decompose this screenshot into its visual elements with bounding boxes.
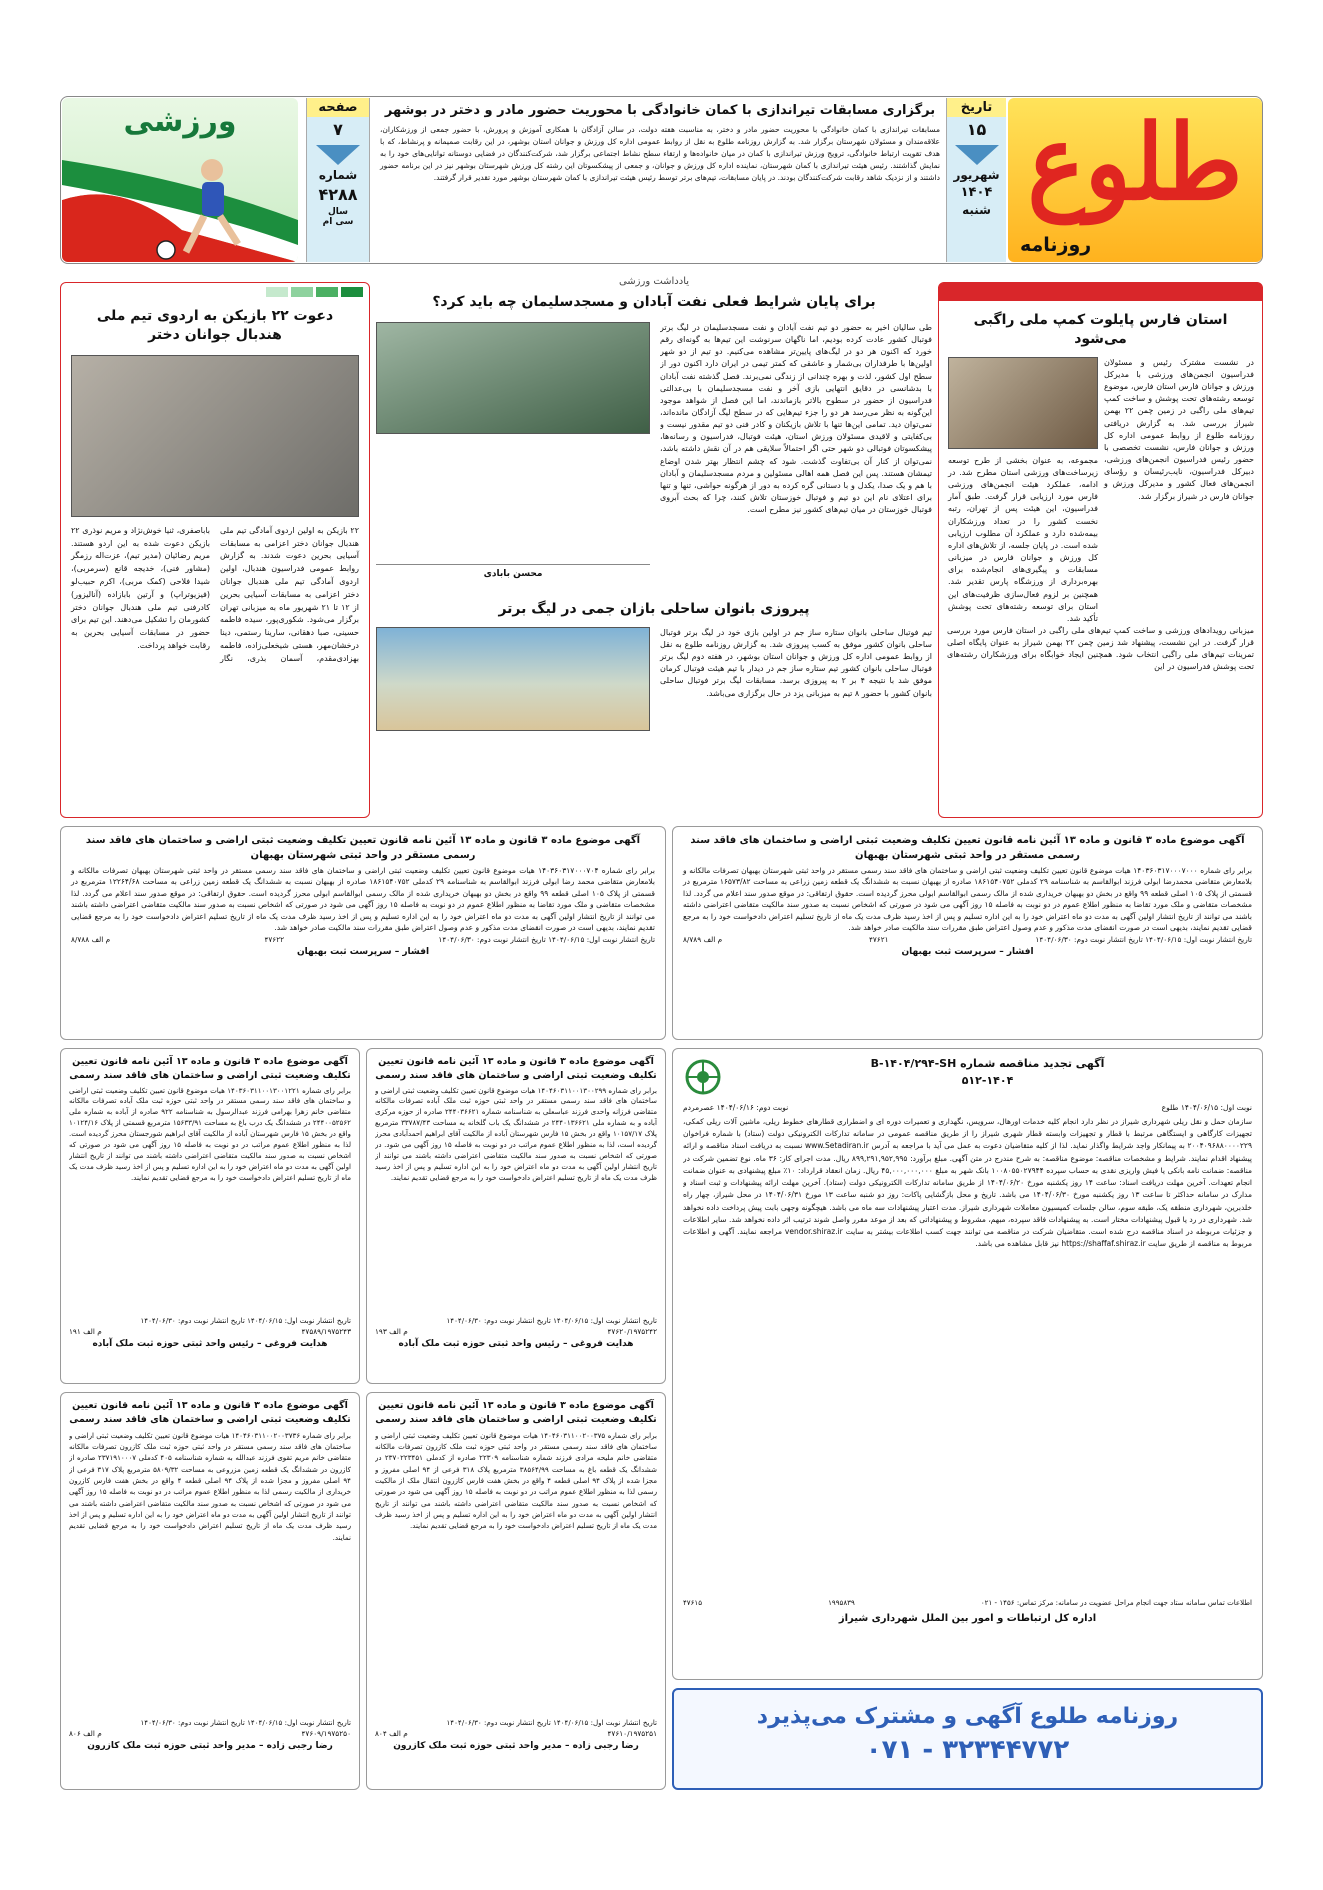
- notice-dates: تاریخ انتشار نوبت اول: ۱۴۰۴/۰۶/۱۵ تاریخ انتشار نوبت دوم: ۱۴۰۴/۰۶/۳۰: [438, 935, 655, 945]
- logo-subtitle: روزنامه: [1020, 234, 1092, 256]
- issue-number: ۴۲۸۸: [318, 185, 358, 204]
- notice-dates: تاریخ انتشار نوبت اول: ۱۴۰۴/۰۶/۱۵ تاریخ انتشار نوبت دوم: ۱۴۰۴/۰۶/۳۰: [140, 1315, 351, 1325]
- notice-ref: م الف ۱۹۱: [69, 1326, 102, 1336]
- beach-soccer-team-photo: [376, 627, 650, 731]
- notice-ref: م الف ۱۹۳: [375, 1326, 408, 1336]
- shiraz-municipality-logo-icon: [683, 1057, 723, 1097]
- notice-code: ۴۷۶۰۹/۱۹۷۵۲۵۰: [301, 1728, 351, 1738]
- section-title: ورزشی: [123, 104, 237, 139]
- rugby-article-box: [938, 282, 1263, 818]
- tender-code-1: ۱۹۹۵۸۳۹: [828, 1598, 855, 1607]
- page-arrow-icon: [316, 145, 360, 165]
- notice-body: برابر رای شماره ۱۴۰۳۶۰۳۱۱۰۰۱۳۰۰۱۲۲۱ هیات موضوع قانون تعیین تکلیف وضعیت ثبتی اراضی و ساختمان های فاقد سند رسمی مستقر در واحد ثبتی حوزه ثبت ملک آباده تصرفات مالکانه متقاضی خانم زهرا بهرامی فرزند عبدالرسول به شناسنامه ۹۲۲ صادره از آباده به شماره ملی ۲۴۴۰۰۵۲۵۶۲ در ششدانگ یک درب باغ به مساحت ۱۵۶۳۳/۹۱ مترمربع قسمتی از پلاک ۱۰۱۲۴/۱۶ واقع در بخش ۱۵ فارس شهرستان آباده از مالکیت آقای ابراهیم شورجستان محرز گردیده است. لذا به منظور اطلاع عموم مراتب در دو نوبت به فاصله ۱۵ روز آگهی می شود در صورتی که اشخاص نسبت به صدور سند مالکیت متقاضی اعتراضی داشته باشند می توانند از تاریخ انتشار اولین آگهی به مدت دو ماه اعتراض خود را به این اداره تسلیم و پس از اخذ رسید ظرف مدت یک ماه از تاریخ تسلیم اعتراض دادخواست خود را به مرجع قضایی تقدیم نمایند.: [69, 1085, 351, 1183]
- notice-ref: م الف ۸۰۴: [375, 1728, 408, 1738]
- tender-dates-row: [683, 1103, 1252, 1112]
- lead-body: مسابقات تیراندازی با کمان خانوادگی با محوریت حضور مادر و دختر، به مناسبت هفته دولت، در سالن آزادگان با همکاری آموزش و پرورش، با حضور جمعی از ورزشکاران، علاقه‌مندان و مسئولان شهرستان برگزار شد. به گزارش روزنامه طلوع به نقل از روابط عمومی اداره کل ورزش و جوانان استان بوشهر، در این رقابت صمیمانه و پرنشاط، که با هدف تقویت ارتباط خانوادگی، ترویج ورزش تیراندازی با کمان در میان خانواده‌ها و ارتقاء سطح نشاط اجتماعی برگزار شد، شرکت‌کنندگان در فضایی دوستانه توانایی‌های خود را به نمایش گذاشتند. رئیس هیئت تیراندازی با کمان شهرستان، نماینده اداره کل ورزش و جوانان، و جمعی از پیشکسوتان این رشته کل ورزش شهرستان بوشهر نیز در این برنامه حضور داشتند و از نزدیک شاهد رقابت شرکت‌کنندگان بودند. در پایان مسابقات، تیم‌های برتر توسط رئیس هیئت تیراندازی با کمان شهرستان بوشهر مورد تقدیر قرار گرفتند.: [380, 124, 940, 183]
- notice-kazerun-1: [366, 1392, 666, 1790]
- notice-dates-row: [683, 935, 1252, 944]
- notice-dates-row: [71, 935, 655, 944]
- notice-ref: م الف ۸/۷۸۹: [683, 935, 723, 945]
- logo-text: طلوع: [1027, 101, 1243, 224]
- rugby-body-part1: در نشست مشترک رئیس و مسئولان فدراسیون انجمن‌های ورزشی با مدیرکل ورزش و جوانان فارس استان فارس، موضوع توسعه رشته‌های تحت پوشش و ساخت کمپ تیم‌های ملی راگبی در زمین چمن ۲۲ بهمن شیراز بررسی شد. به گزارش دریافتی روزنامه طلوع از روابط عمومی اداره کل ورزش و جوانان فارس، نشست تخصصی با حضور رئیس فدراسیون انجمن‌های ورزشی، دبیرکل فدراسیون، نایب‌رئیسان و رؤسای انجمن‌های فعال کشور و مدیرکل ورزش و جوانان فارس در شیراز برگزار شد.: [1104, 357, 1254, 501]
- tender-signature: اداره کل ارتباطات و امور بین الملل شهرداری شیراز: [838, 1613, 1097, 1624]
- date-arrow-icon: [955, 145, 999, 165]
- notice-title: آگهی موضوع ماده ۳ قانون و ماده ۱۳ آئین نامه قانون تعیین تکلیف وضعیت ثبتی اراضی و ساختمان های فاقد سند رسمی مستقر در واحد ثبتی شهرستان بهبهان: [690, 835, 1245, 861]
- editorial-title: برای پایان شرایط فعلی نفت آبادان و مسجدسلیمان چه باید کرد؟: [432, 294, 876, 310]
- lead-title: برگزاری مسابقات تیراندازی با کمان خانوادگی با محوریت حضور مادر و دختر در بوشهر: [384, 103, 936, 118]
- notice-code: ۴۷۶۲۰/۱۹۷۵۲۴۲: [607, 1326, 657, 1336]
- notice-abadeh-2: [60, 1048, 360, 1384]
- divider: [376, 564, 650, 565]
- year-value: سی ام: [322, 217, 354, 227]
- color-strip: [61, 283, 369, 301]
- notice-body: برابر رای شماره ۱۴۰۳۶۰۳۱۷۰۰۰۷۰۴ هیات موضوع قانون تعیین تکلیف وضعیت ثبتی اراضی و ساختمان های فاقد سند رسمی مستقر در واحد ثبتی شهرستان بهبهان تصرفات مالکانه و بلامعارض متقاضی محمد رضا ابولی فرزند ابوالقاسم به شناسنامه ۲۹ کدملی ۱۸۶۱۵۴۰۷۵۲ صادره از بهبهان نسبت به ششدانگ یک قطعه زمین زراعی به مساحت ۱۲۲۶۴/۶۸ مترمربع در قسمتی از پلاک ۱۰۵ اصلی قطعه ۹۹ واقع در بخش دو بهبهان خریداری شده از مالک رسمی ابوالقاسم ابولی محرز گردیده است. حقوق ارتفاقی: در موقع صدور سند اعلام می گردد. لذا مشخصات متقاضی و ملک مورد تقاضا به منظور اطلاع عموم در دو نوبت به فاصله ۱۵ روز آگهی می شود در صورتی که اشخاص نسبت به صدور سند مالکیت متقاضی اعتراضی داشته باشند می توانند از تاریخ انتشار اولین آگهی به مدت دو ماه اعتراض خود را به این اداره تسلیم و پس از اخذ رسید ظرف مدت یک ماه از تاریخ تسلیم اعتراض دادخواست خود را به مرجع قضایی تقدیم نمایند، بدیهی است در صورت انقضای مدت مذکور و عدم وصول اعتراض طبق مقررات سند مالکیت صادر خواهد شد.: [71, 866, 655, 932]
- beach-soccer-title: پیروزی بانوان ساحلی بازان جمی در لیگ برتر: [498, 600, 810, 617]
- handball-player-photo: [71, 355, 359, 517]
- rugby-body-part2: مجموعه، به عنوان بخشی از طرح توسعه زیرساخت‌های ورزشی استان مطرح شد. در ادامه، عملکرد هیئت انجمن‌های ورزشی فارس مورد ارزیابی قرار گرفت. طبق آمار فدراسیون، این هیئت پس از تهران، رتبه نخست کشور را در تعداد ورزشکاران بیمه‌شده دارد و عملکرد آن مطلوب ارزیابی شده است. در پایان جلسه، از تلاش‌های اداره کل ورزش و جوانان فارس در میزبانی مسابقات و پیگیری‌های انجام‌شده برای بهره‌برداری از ورزشگاه پارس تقدیر شد. همچنین بر لزوم فعال‌سازی ظرفیت‌های این استان برای توسعه رشته‌های تحت پوشش تأکید شد.: [948, 455, 1098, 623]
- notice-body: برابر رای شماره ۱۴۰۴۶۰۳۱۱۰۰۲۰۰۳۷۵ هیات موضوع قانون تعیین تکلیف وضعیت ثبتی اراضی و ساختمان های فاقد سند رسمی مستقر در واحد ثبتی حوزه ثبت ملک کازرون تصرفات مالکانه متقاضی خانم ملیحه مرادی فرزند شماره شناسنامه ۲۲۳۰۹ صادره از کدملی ۲۳۷۰۲۲۳۴۵۱ در ششدانگ یک قطعه باغ به مساحت ۳۸۵۶۴/۹۹ مترمربع پلاک ۳۱۸ فرعی از ۹۴ اصلی مفروز و مجزا شده از پلاک ۹۴ اصلی قطعه ۴ واقع در بخش هفت فارس کازرون انتقال ملک از مالکیت رسمی لذا به منظور اطلاع عموم مراتب در دو نوبت به فاصله ۱۵ روز آگهی می شود در صورتی که اشخاص نسبت به صدور سند مالکیت متقاضی اعتراضی داشته باشند می توانند از تاریخ انتشار اولین آگهی به مدت دو ماه اعتراض خود را به این اداره تسلیم و پس از اخذ رسید ظرف مدت یک ماه از تاریخ تسلیم اعتراض دادخواست خود را به مرجع قضایی تقدیم نمایند.: [375, 1430, 657, 1531]
- notice-dates: تاریخ انتشار نوبت اول: ۱۴۰۴/۰۶/۱۵ تاریخ انتشار نوبت دوم: ۱۴۰۴/۰۶/۳۰: [1035, 935, 1252, 945]
- handball-article-box: [60, 282, 370, 818]
- notice-kazerun-2: [60, 1392, 360, 1790]
- notice-code-row: [69, 1729, 351, 1738]
- notice-code: ۴۷۶۲۲: [264, 935, 285, 945]
- notice-signature: هدایت فروغی – رئیس واحد ثبتی حوزه ثبت ملک آباده: [398, 1338, 634, 1349]
- notice-signature: رضا رجبی زاده – مدیر واحد ثبتی حوزه ثبت ملک کازرون: [393, 1740, 639, 1751]
- weekday: شنبه: [962, 203, 991, 217]
- promo-line-1: روزنامه طلوع آگهی و مشترک می‌پذیرد: [756, 1704, 1179, 1729]
- notice-body: برابر رای شماره ۱۴۰۴۶۰۳۱۱۰۰۱۳۰۰۲۹۹ هیات موضوع قانون تعیین تکلیف وضعیت ثبتی اراضی و ساختمان های فاقد سند رسمی مستقر در واحد ثبتی حوزه ثبت ملک آباده تصرفات مالکانه متقاضی فرزانه واحدی فرزند عباسعلی به شناسنامه شماره ۲۴۴۰۳۶۶۲۱ صادره از حوزه مرکزی آباده و به شماره ملی ۲۴۴۰۱۳۶۶۲۱ در ششدانگ یک باب گلخانه به مساحت ۳۳۷۸۷/۴۳ مترمربع پلاک ۱۰۱۵۷/۱۷ واقع در بخش ۱۵ فارس شهرستان آباده از مالکیت آقای ابراهیم احمدآبادی محرز گردیده است، لذا به منظور اطلاع عموم مراتب در دو نوبت به فاصله ۱۵ روز آگهی می شود. در صورتی که اشخاص نسبت به صدور سند مالکیت متقاضی اعتراضی داشته باشند می توانند از تاریخ انتشار اولین آگهی به مدت دو ماه اعتراض خود را به این اداره تسلیم و پس از اخذ رسید ظرف مدت یک ماه از تاریخ تسلیم اعتراض دادخواست خود را به مرجع قضایی تقدیم نمایند.: [375, 1085, 657, 1183]
- tender-body: سازمان حمل و نقل ریلی شهرداری شیراز در نظر دارد انجام کلیه خدمات اورهال، سرویس، نگهداری و تعمیرات دوره ای و اضطراری قطارهای خطوط ریلی، ماشین آلات ریلی کمکی، تجهیزات کارگاهی و ایستگاهی مرتبط با قطار و تجهیزات وابسته قطار شهری شیراز را از طریق مناقصه عمومی در سامانه تدارکات الکترونیکی دولت (ستاد) با شماره فراخوان ۲۰۰۴۰۹۶۸۸۰۰۰۰۲۲۹ به پیمانکار واجد شرایط واگذار نماید. لذا از کلیه متقاضیان دعوت به عمل می آید با مراجعه به آدرس www.Setadiran.ir نسبت به دریافت اسناد مناقصه و ارائه پیشنهاد اقدام نمایند. شرایط و مشخصات مناقصه: موضوع مناقصه: به شرح مندرج در متن آگهی. مبلغ برآورد: ۸۹۹,۲۹۱,۹۵۲,۹۹۵ ریال. مدت اجرای کار: ۳۶ ماه. نوع تضمین شرکت در مناقصه: ضمانت نامه بانکی یا فیش واریزی نقدی به حساب سپرده ۱۰۰۸۰۵۵۰۲۷۹۴۴ بانک شهر به مبلغ ۴۵,۰۰۰,۰۰۰,۰۰۰ ریال. زمان انعقاد قرارداد: ۱۰٪ مبلغ پیشنهادی به عنوان ضمانت انجام تعهدات. آخرین مهلت دریافت اسناد: ساعت ۱۴ روز یکشنبه مورخ ۱۴۰۴/۰۶/۲۰ از طریق سامانه تدارکات الکترونیکی دولت (ستاد). آخرین مهلت ارائه پیشنهادات و ثبت اسناد و مدارک در سامانه حداکثر تا ساعت ۱۳ روز یکشنبه مورخ ۱۴۰۴/۰۶/۳۰ می باشد. تاریخ و محل بازگشایی پاکات: روز دو شنبه ساعت ۱۳ مورخ ۱۴۰۴/۰۶/۳۱ در محل شیراز، چهار راه خلدبرین، شهرداری منطقه یک، طبقه سوم، سالن جلسات کمیسیون معاملات شهرداری شیراز. مدت اعتبار پیشنهادات سه ماه می باشد. هیچگونه وجهی بابت پیش پرداخت داده نخواهد شد. شهرداری در رد یا قبول پیشنهادات مختار است. به پیشنهادات فاقد سپرده، مبهم، مشروط و پیشنهاداتی که بعد از موعد مقرر واصل شوند ترتیب اثر داده نخواهد شد. سایر اطلاعات و جزئیات مربوطه در اسناد مناقصه درج شده است. متقاضیان شرکت در مناقصه می توانند جهت کسب اطلاعات بیشتر به سایت vendor.shiraz.ir مراجعه نمایند. آگهی و اطلاعات مربوط به مناقصه از طریق سایت https://shaffaf.shiraz.ir نیز قابل مشاهده می باشد.: [683, 1117, 1252, 1249]
- editorial-body: طی سالیان اخیر به حضور دو تیم نفت آبادان و نفت مسجدسلیمان در لیگ برتر فوتبال کشور عادت کرده بودیم، اما ناگهان سرنوشت این تیم‌ها به گونه‌ای رقم خورد که اکنون هر دو در لیگ‌های پایین‌تر مشاهده می‌کنیم. دو تیم از دو شهر اولین‌ها با طرفداران بی‌شمار و عاشقی که کمتر تیمی در ایران دارد اکنون دور از سطح اول کشور، لذت و بهره چندانی از زندگی نمی‌برند. فصل گذشته نفت آبادان با بدشانسی در دقایق انتهایی بازی آخر و نفت مسجدسلیمان با بی‌عدالتی فدراسیون از حضور در سطوح بالاتر بازماندند، اما این فصل از شواهد موجود این‌گونه به نظر می‌رسد هر دو را جزء تیم‌هایی که در سطح لیگ آزادگان مانده‌اند، نمی‌توان دید. تمامی این‌ها تنها با تلاش بازیکنان و کادر فنی دو تیم مقدور نیست و بی‌کفایتی و لاقیدی مسئولان ورزش استان، هیئت فوتبال، فدراسیون و رسانه‌ها، پیشکسوتان فوتبالی دو شهر حتی اگر احتمالاً سلایقی هم در آن نقش داشته باشد، نمی‌توان از کنار آن بی‌تفاوت گذشت. شود که چشم انتظار بهتر شدن اوضاع تیمشان هستند. پس این فصل همه اهالی مسئولین و مردم مسجدسلیمان و آبادان با هم و یک صدا، یکدل و با دستانی گره کرده به دور از هرگونه حواشی، تنها و تنها برای اعتلای نام این دو تیم و فوتبال خوزستان تلاش کنند، چرا که بحث آبروی فوتبال خوزستان در میان تیم‌های کشور نیز مطرح است.: [660, 322, 932, 515]
- rugby-title: استان فارس پایلوت کمپ ملی راگبی می‌شود: [973, 312, 1228, 347]
- lead-article: [380, 102, 940, 258]
- tender-title: آگهی تجدید مناقصه شماره B-۱۴۰۴/۲۹۴-SH: [870, 1057, 1105, 1070]
- page-number: ۷: [333, 120, 343, 139]
- notice-ref: م الف ۸۰۶: [69, 1728, 102, 1738]
- notice-dates: تاریخ انتشار نوبت اول: ۱۴۰۴/۰۶/۱۵ تاریخ انتشار نوبت دوم: ۱۴۰۴/۰۶/۳۰: [446, 1717, 657, 1727]
- notice-title: آگهی موضوع ماده ۳ قانون و ماده ۱۳ آئین نامه قانون تعیین تکلیف وضعیت ثبتی اراضی و ساختمان های فاقد سند رسمی: [69, 1056, 351, 1082]
- page-label: صفحه: [307, 98, 369, 117]
- date-month: شهریور: [953, 168, 1000, 182]
- date-label: تاریخ: [947, 98, 1006, 117]
- notice-signature: رضا رجبی زاده – مدیر واحد ثبتی حوزه ثبت ملک کازرون: [87, 1740, 333, 1751]
- handball-body: ۲۲ بازیکن به اولین اردوی آمادگی تیم ملی هندبال جوانان دختر اعزامی به مسابقات آسیایی بحرین دعوت شدند. به گزارش روابط عمومی فدراسیون هندبال، اولین اردوی آمادگی تیم ملی هندبال جوانان دختر اعزامی به مسابقات آسیایی بحرین از ۱۲ تا ۲۱ شهریور ماه به میزبانی تهران برگزار می‌شود. شکوری‌پور، سیده فاطمه حسینی، صبا دهقانی، سارینا رستمی، دینا درخشان‌مهر، هستی شیخعلی‌زاده، فاطمه بهزادی‌مقدم، آسمان بذری، نگار باباصفری، ثنیا خوش‌نژاد و مریم نوذری ۲۲ بازیکن دعوت شده به این اردو هستند. مریم رضائیان (مدیر تیم)، عزت‌اله رزمگر (مشاور فنی)، خدیجه قانع (سرمربی)، شیدا فلاحی (کمک مربی)، اکرم حبیب‌لو (فیزیوتراپ) و آرتین بابازاده (آنالیزور) کادرفنی تیم ملی هندبال جوانان دختر کشورمان را تشکیل می‌دهند. این تیم برای حضور در مسابقات آسیایی بحرین به رقابت خواهد پرداخت.: [71, 525, 359, 663]
- tender-subtitle: ۵۱۲-۱۴۰۴: [961, 1074, 1014, 1087]
- rugby-body-part3: میزبانی رویدادهای ورزشی و ساخت کمپ تیم‌های ملی راگبی در استان فارس مورد بررسی قرار گرفت. در این نشست، پیشنهاد شد زمین چمن ۲۲ بهمن شیراز به عنوان پایگاه اصلی تمرینات تیم‌های ملی راگبی انتخاب شود. همچنین ایجاد خوابگاه برای ورزشکاران رشته‌های تحت پوشش فدراسیون در این: [947, 625, 1254, 672]
- notice-code: ۴۷۶۲۱: [868, 935, 889, 945]
- notice-behbahan-2: [60, 826, 666, 1040]
- notice-code: ۴۷۶۱۰/۱۹۷۵۲۵۱: [607, 1728, 657, 1738]
- sport-section-banner: [62, 98, 298, 262]
- notice-code-row: [375, 1327, 657, 1336]
- notice-signature: افشار – سرپرست ثبت بهبهان: [296, 947, 430, 958]
- tender-code-2: ۴۷۶۱۵: [683, 1598, 703, 1607]
- issue-column: [306, 98, 370, 262]
- notice-abadeh-1: [366, 1048, 666, 1384]
- notice-title: آگهی موضوع ماده ۳ قانون و ماده ۱۳ آئین نامه قانون تعیین تکلیف وضعیت ثبتی اراضی و ساختمان های فاقد سند رسمی: [69, 1400, 351, 1426]
- notice-code: ۴۷۵۸۹/۱۹۷۵۲۴۳: [301, 1326, 351, 1336]
- notice-dates: تاریخ انتشار نوبت اول: ۱۴۰۴/۰۶/۱۵ تاریخ انتشار نوبت دوم: ۱۴۰۴/۰۶/۳۰: [446, 1315, 657, 1325]
- middle-column: [376, 276, 932, 818]
- newspaper-logo: [1008, 98, 1262, 262]
- notice-code-row: [375, 1729, 657, 1738]
- notice-body: برابر رای شماره ۱۴۰۴۶۰۳۱۱۰۰۲۰۰۳۷۳۶ هیات موضوع قانون تعیین تکلیف وضعیت ثبتی اراضی و ساختمان های فاقد سند رسمی مستقر در واحد ثبتی حوزه ثبت ملک کازرون تصرفات مالکانه متقاضی خانم مریم تقوی فرزند عبدالله به شماره شناسنامه ۴۰۵ کدملی ۲۳۷۱۹۱۰۰۰۷ صادره از کازرون در ششدانگ یک قطعه زمین مزروعی به مساحت ۵۸۰۹/۳۲ مترمربع پلاک ۳۱۷ فرعی از ۹۴ اصلی مفروز و مجزا شده از پلاک ۹۴ اصلی قطعه ۴ واقع در بخش هفت فارس کازرون خریداری از مالکیت رسمی لذا به منظور اطلاع عموم مراتب در دو نوبت به فاصله ۱۵ روز آگهی می شود در صورتی که اشخاص نسبت به صدور سند مالکیت متقاضی اعتراضی داشته باشند می توانند از تاریخ انتشار اولین آگهی به مدت دو ماه اعتراض خود را به این اداره تسلیم و پس از اخذ رسید ظرف مدت یک ماه از تاریخ تسلیم اعتراض دادخواست خود را به مرجع قضایی تقدیم نمایند.: [69, 1430, 351, 1542]
- tender-contact: اطلاعات تماس سامانه ستاد جهت انجام مراحل عضویت در سامانه: مرکز تماس: ۱۴۵۶ - ۰۲۱: [980, 1598, 1252, 1607]
- date-year: ۱۴۰۴: [960, 185, 993, 200]
- beach-soccer-body: تیم فوتبال ساحلی بانوان ستاره ساز جم در اولین بازی خود در لیگ برتر فوتبال ساحلی بانوان کشور موفق به کسب پیروزی شد. به گزارش روزنامه طلوع به نقل از روابط عمومی اداره کل ورزش و جوانان استان بوشهر، در هفته دوم لیگ برتر فوتبال ساحلی بانوان کشور تیم ستاره ساز جم در دیدار با تیم هیئت فوتبال کرمان موفق شد با نتیجه ۴ بر ۲ به پیروزی برسد. مسابقات لیگ برتر فوتبال ساحلی بانوان کشور با حضور ۸ تیم به میزبانی یزد در حال برگزاری می‌باشد.: [660, 627, 932, 698]
- notice-title: آگهی موضوع ماده ۳ قانون و ماده ۱۳ آئین نامه قانون تعیین تکلیف وضعیت ثبتی اراضی و ساختمان های فاقد سند رسمی: [375, 1056, 657, 1082]
- author-name: محسن بابادی: [483, 568, 543, 579]
- notice-behbahan-1: [672, 826, 1263, 1040]
- notice-dates: تاریخ انتشار نوبت اول: ۱۴۰۴/۰۶/۱۵ تاریخ انتشار نوبت دوم: ۱۴۰۴/۰۶/۳۰: [140, 1717, 351, 1727]
- promo-phone: ۰۷۱ - ۳۲۳۴۴۷۷۲: [865, 1735, 1070, 1765]
- tender-date-2: نوبت دوم: ۱۴۰۴/۰۶/۱۶ عصرمردم: [683, 1103, 789, 1112]
- football-player-icon: [62, 140, 298, 262]
- rugby-meeting-photo: [948, 357, 1098, 449]
- notice-title: آگهی موضوع ماده ۳ قانون و ماده ۱۳ آئین نامه قانون تعیین تکلیف وضعیت ثبتی اراضی و ساختمان های فاقد سند رسمی مستقر در واحد ثبتی شهرستان بهبهان: [85, 835, 641, 861]
- tender-notice: [672, 1048, 1263, 1680]
- date-day: ۱۵: [966, 120, 987, 139]
- notice-signature: افشار – سرپرست ثبت بهبهان: [901, 947, 1034, 958]
- date-column: [946, 98, 1006, 262]
- kicker: یادداشت ورزشی: [618, 276, 690, 287]
- author-photo: [376, 322, 650, 434]
- handball-title: دعوت ۲۲ بازیکن به اردوی تیم ملی هندبال جوانان دختر: [96, 308, 334, 343]
- tender-date-1: نوبت اول: ۱۴۰۴/۰۶/۱۵ طلوع: [1161, 1103, 1252, 1112]
- year-label: سال: [327, 207, 349, 217]
- subscription-promo: [672, 1688, 1263, 1790]
- notice-signature: هدایت فروغی – رئیس واحد ثبتی حوزه ثبت ملک آباده: [92, 1338, 328, 1349]
- notice-code-row: [69, 1327, 351, 1336]
- notice-title: آگهی موضوع ماده ۳ قانون و ماده ۱۳ آئین نامه قانون تعیین تکلیف وضعیت ثبتی اراضی و ساختمان های فاقد سند رسمی: [375, 1400, 657, 1426]
- red-header-bar: [939, 283, 1262, 301]
- notice-ref: م الف ۸/۷۸۸: [71, 935, 111, 945]
- issue-label: شماره: [318, 168, 358, 182]
- notice-body: برابر رای شماره ۱۴۰۳۶۰۳۱۷۰۰۰۷۰۰۰ هیات موضوع قانون تعیین تکلیف وضعیت ثبتی اراضی و ساختمان های فاقد سند رسمی مستقر در واحد ثبتی شهرستان بهبهان تصرفات مالکانه و بلامعارض متقاضی محمدرضا ابولی فرزند ابوالقاسم به شناسنامه ۲۹ کدملی ۱۸۶۱۵۴۰۷۵۲ صادره از بهبهان نسبت به ششدانگ یک قطعه زمین زراعی به مساحت ۱۶۵۷۳/۸۲ مترمربع در قسمتی از پلاک ۱۰۵ اصلی قطعه ۹۹ واقع در بخش دو بهبهان خریداری شده از مالک رسمی ابوالقاسم ابولی محرز گردیده است. حقوق ارتفاقی: در موقع صدور سند اعلام می گردد. لذا مشخصات متقاضی و ملک مورد تقاضا به منظور اطلاع عموم در دو نوبت به فاصله ۱۵ روز آگهی می شود در صورتی که اشخاص نسبت به صدور سند مالکیت متقاضی اعتراضی داشته باشند می توانند از تاریخ انتشار اولین آگهی به مدت دو ماه اعتراض خود را به این اداره تسلیم و پس از اخذ رسید ظرف مدت یک ماه از تاریخ تسلیم اعتراض دادخواست خود را به مرجع قضایی تقدیم نمایند، بدیهی است در صورت انقضای مدت مذکور و عدم وصول اعتراض طبق مقررات سند مالکیت صادر خواهد شد.: [683, 866, 1252, 932]
- tender-contact-row: [683, 1598, 1252, 1607]
